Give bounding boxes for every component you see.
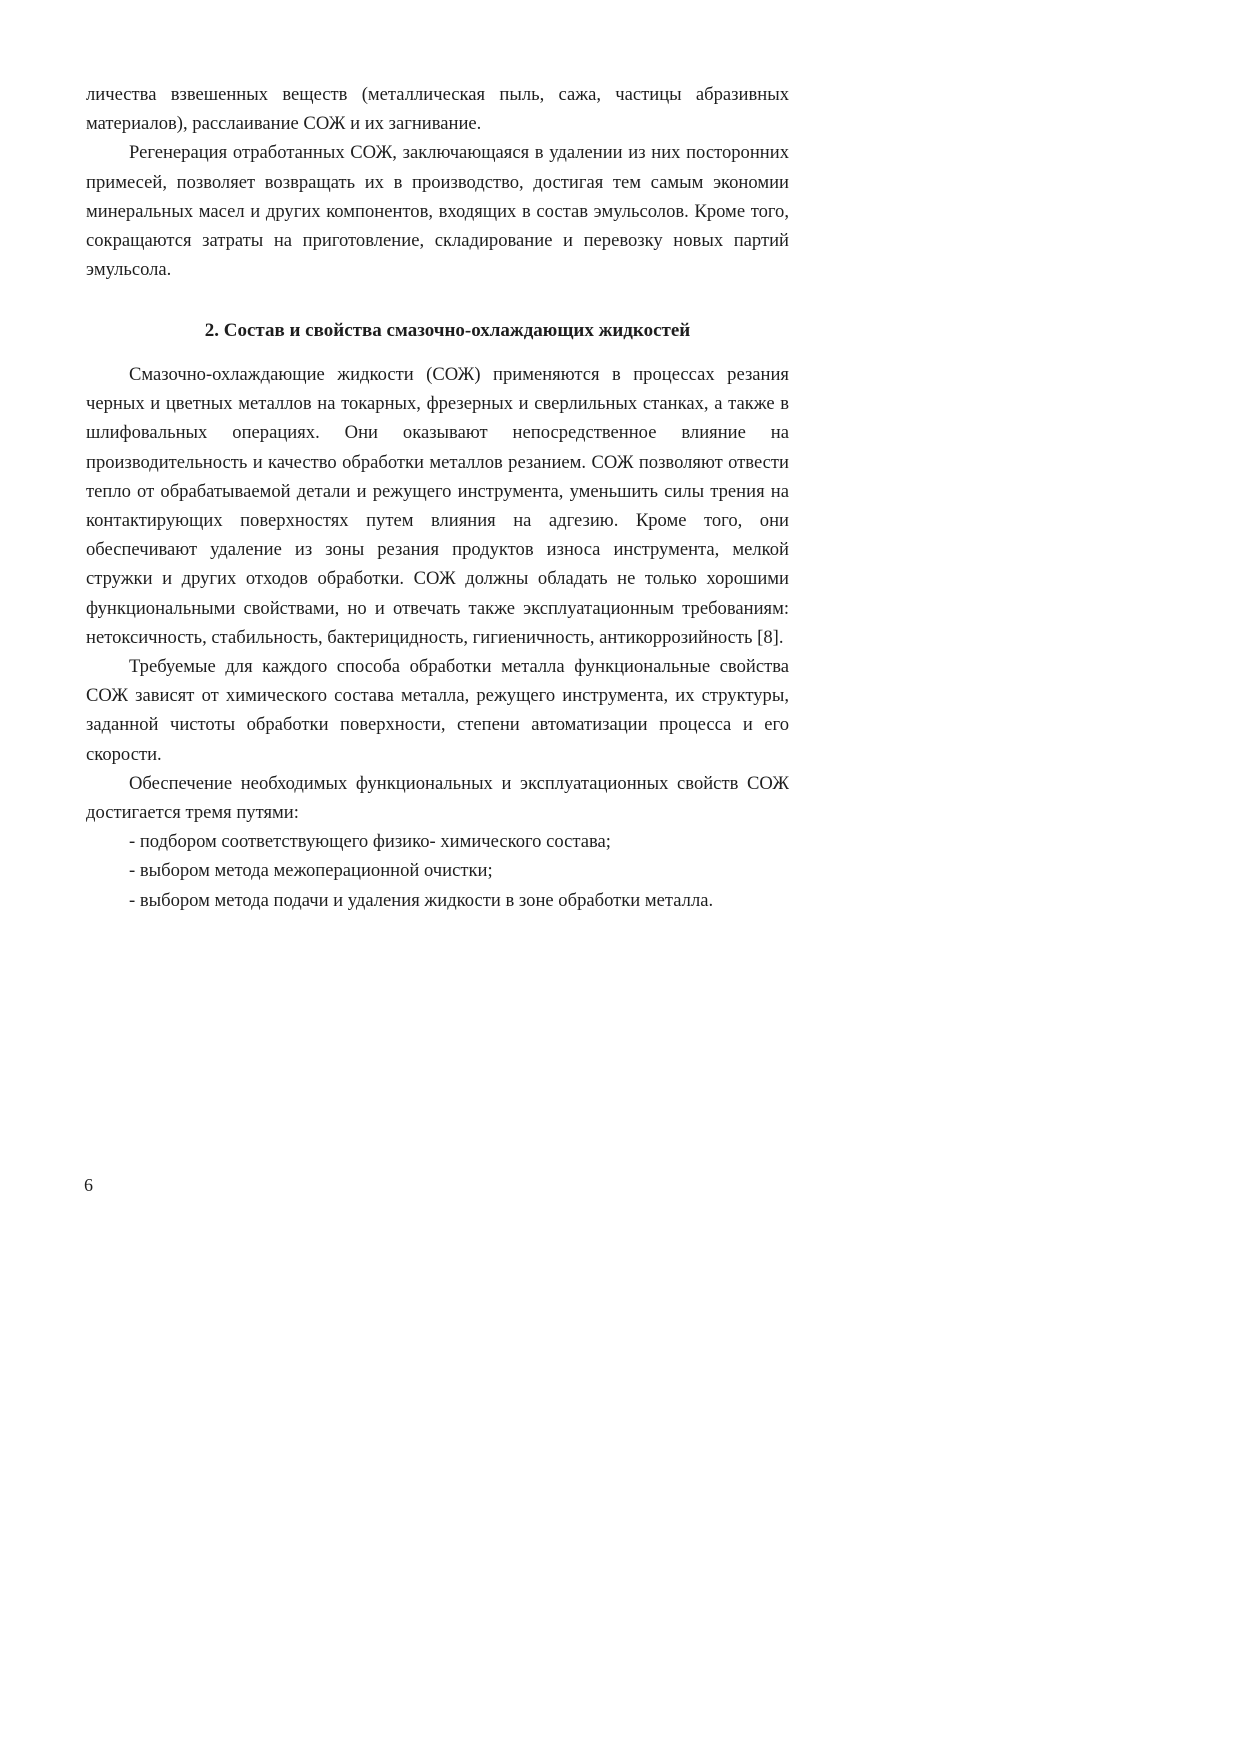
- page-number: 6: [84, 1175, 93, 1195]
- regeneration-paragraph: Регенерация отработанных СОЖ, заключающаяся в удалении из них посторонних примесей, позволяет возвращать их в производство, достигая тем самым экономии минеральных масел и других компонентов, входящих в состав эмульсолов. Кроме того, сокращаются затраты на приготовление, складирование и перевозку новых партий эмульсола.: [86, 142, 789, 281]
- list-item-supply: - выбором метода подачи и удаления жидкости в зоне обработки металла.: [129, 889, 714, 911]
- section-body: [86, 360, 789, 915]
- section-heading: 2. Состав и свойства смазочно-охлаждающих жидкостей: [204, 320, 691, 341]
- paragraph-coolants-usage: Смазочно-охлаждающие жидкости (СОЖ) применяются в процессах резания черных и цветных металлов на токарных, фрезерных и сверлильных станках, а также в шлифовальных операциях. Они оказывают непосредственное влияние на производительность и качество обработки металлов резанием. СОЖ позволяют отвести тепло от обрабатываемой детали и режущего инструмента, уменьшить силы трения на контактирующих поверхностях путем влияния на адгезию. Кроме того, они обеспечивают удаление из зоны резания продуктов износа инструмента, мелкой стружки и других отходов обработки. СОЖ должны обладать не только хорошими функциональными свойствами, но и отвечать также эксплуатационным требованиям: нетоксичность, стабильность, бактерицидность, гигиеничность, антикоррозийность [8].: [86, 364, 789, 648]
- paragraph-required-properties: Требуемые для каждого способа обработки металла функциональные свойства СОЖ зависят от химического состава металла, режущего инструмента, их структуры, заданной чистоты обработки поверхности, степени автоматизации процесса и его скорости.: [86, 656, 789, 765]
- list-item-cleaning: - выбором метода межоперационной очистки;: [129, 860, 493, 882]
- continuation-paragraph: личества взвешенных веществ (металлическая пыль, сажа, частицы абразивных материалов), расслаивание СОЖ и их загнивание.: [86, 84, 789, 135]
- intro-text-block: [86, 80, 789, 284]
- paragraph-ways-intro: Обеспечение необходимых функциональных и эксплуатационных свойств СОЖ достигается тремя путями:: [86, 772, 789, 824]
- list-item-composition: - подбором соответствующего физико- химического состава;: [129, 831, 611, 853]
